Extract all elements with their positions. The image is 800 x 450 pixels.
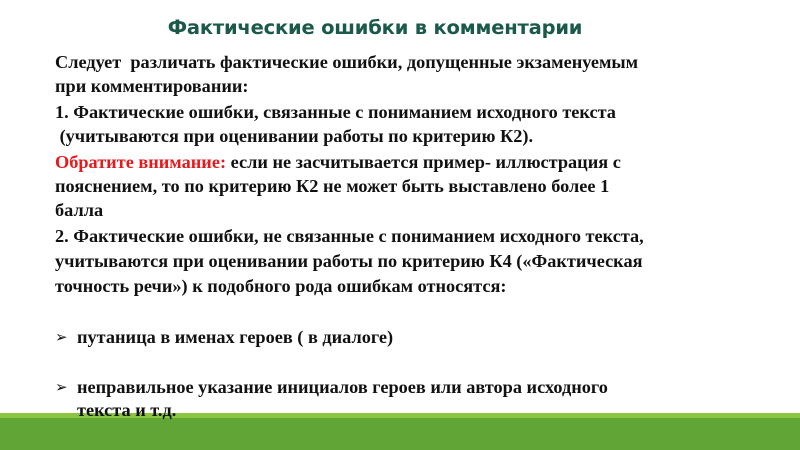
- body-line: пояснением, то по критерию К2 не может быть выставлено более 1: [55, 176, 610, 196]
- body-line: точность речи») к подобного рода ошибкам относятся:: [55, 276, 507, 296]
- body-line: 1. Фактические ошибки, связанные с пониманием исходного текста: [55, 102, 616, 122]
- attention-line: [55, 150, 621, 174]
- attention-text: если не засчитывается пример- иллюстрация с: [226, 152, 621, 172]
- attention-label: Обратите внимание:: [55, 152, 227, 172]
- body-line: (учитываются при оценивании работы по критерию К2).: [55, 126, 534, 146]
- bullet-item-continuation: текста и т.д.: [77, 400, 177, 420]
- body-line: 2. Фактические ошибки, не связанные с пониманием исходного текста,: [55, 226, 644, 246]
- arrow-bullet-icon: ➢: [55, 378, 68, 396]
- bullet-item: неправильное указание инициалов героев или автора исходного: [77, 377, 608, 397]
- bullet-item: путаница в именах героев ( в диалоге): [77, 327, 394, 347]
- slide-title: Фактические ошибки в комментарии: [167, 16, 583, 39]
- body-line: при комментировании:: [55, 76, 249, 96]
- footer-bar: [0, 418, 800, 450]
- arrow-bullet-icon: ➢: [55, 328, 68, 346]
- body-line: балла: [55, 200, 104, 220]
- body-line: учитываются при оценивании работы по критерию К4 («Фактическая: [55, 251, 643, 271]
- body-line: Следует различать фактические ошибки, допущенные экзаменуемым: [55, 52, 639, 72]
